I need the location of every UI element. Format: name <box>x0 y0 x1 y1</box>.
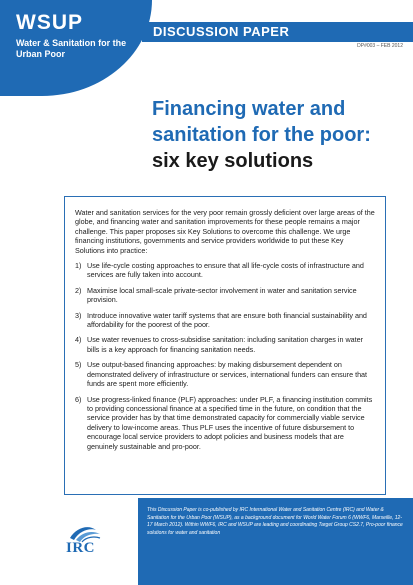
footer-note: This Discussion Paper is co-published by IRC International Water and Sanitation Centre (IRC) and Water & Sanitation for the Urban Poor (WSUP), as a background document for World Water Forum 6 (WWF6, Marseille, 12-17 March 2012). Within WWF6, IRC and WSUP are leading and coordinating Target Group CS2.7, Pro-poor finance solutions for water and sanitation <box>138 498 413 585</box>
summary-box <box>64 196 386 495</box>
solution-number: 6) <box>75 394 82 404</box>
solution-number: 3) <box>75 310 82 320</box>
solution-number: 2) <box>75 285 82 295</box>
title-line-3: six key solutions <box>152 150 314 172</box>
solution-item <box>75 286 375 305</box>
title-line-2: sanitation for the poor: <box>152 124 371 146</box>
solution-text: Use life-cycle costing approaches to ensure that all life-cycle costs of infrastructure and services are fully taken into account. <box>87 261 364 280</box>
irc-logo-text: IRC <box>66 540 96 556</box>
solution-number: 1) <box>75 261 82 271</box>
solution-item <box>75 261 375 280</box>
solution-item <box>75 360 375 388</box>
solution-number: 4) <box>75 335 82 345</box>
document-title <box>152 96 407 174</box>
solution-text: Introduce innovative water tariff systems that are ensure both financial sustainability and affordability for the poorest of the poor. <box>87 310 367 330</box>
document-reference: DP#003 – FEB 2012 <box>357 43 403 49</box>
title-line-1: Financing water and <box>152 98 346 120</box>
solution-text: Maximise local small-scale private-sector involvement in water and sanitation service provision. <box>87 285 357 305</box>
solution-item <box>75 311 375 330</box>
solution-text: Use water revenues to cross-subsidise sanitation: including sanitation charges in water bills is a key approach for financing sanitation needs. <box>87 335 364 354</box>
intro-paragraph: Water and sanitation services for the very poor remain grossly deficient over large areas of the globe, and financing water and sanitation improvements for these people remains a major challenge. This paper proposes six Key Solutions to overcome this challenge. We urge financing institutions, governments and service providers worldwide to put these Key Solutions into practice: <box>75 208 375 255</box>
solution-text: Use output-based financing approaches: by making disbursement dependent on demonstrated delivery of infrastructure or services, international funders can ensure that funds are spent more efficiently. <box>87 360 368 389</box>
solution-number: 5) <box>75 360 82 370</box>
solution-item <box>75 395 375 451</box>
wsup-logo-subtitle: Water & Sanitation for the Urban Poor <box>16 38 127 59</box>
wsup-logo: WSUP <box>16 11 83 34</box>
solution-text: Use progress-linked finance (PLF) approaches: under PLF, a financing institution commits to providing concessional finance at a specified time in the future, on condition that the service provider has by that time demonstrated capacity for commercially viable service delivery to low-income areas. Thus PLF uses the incentive of future disbursement to encourage local service providers to adopt policies and business models that are genuinely sustainable and pro-poor. <box>87 394 373 451</box>
banner-label: DISCUSSION PAPER <box>153 24 290 39</box>
solution-item <box>75 335 375 354</box>
